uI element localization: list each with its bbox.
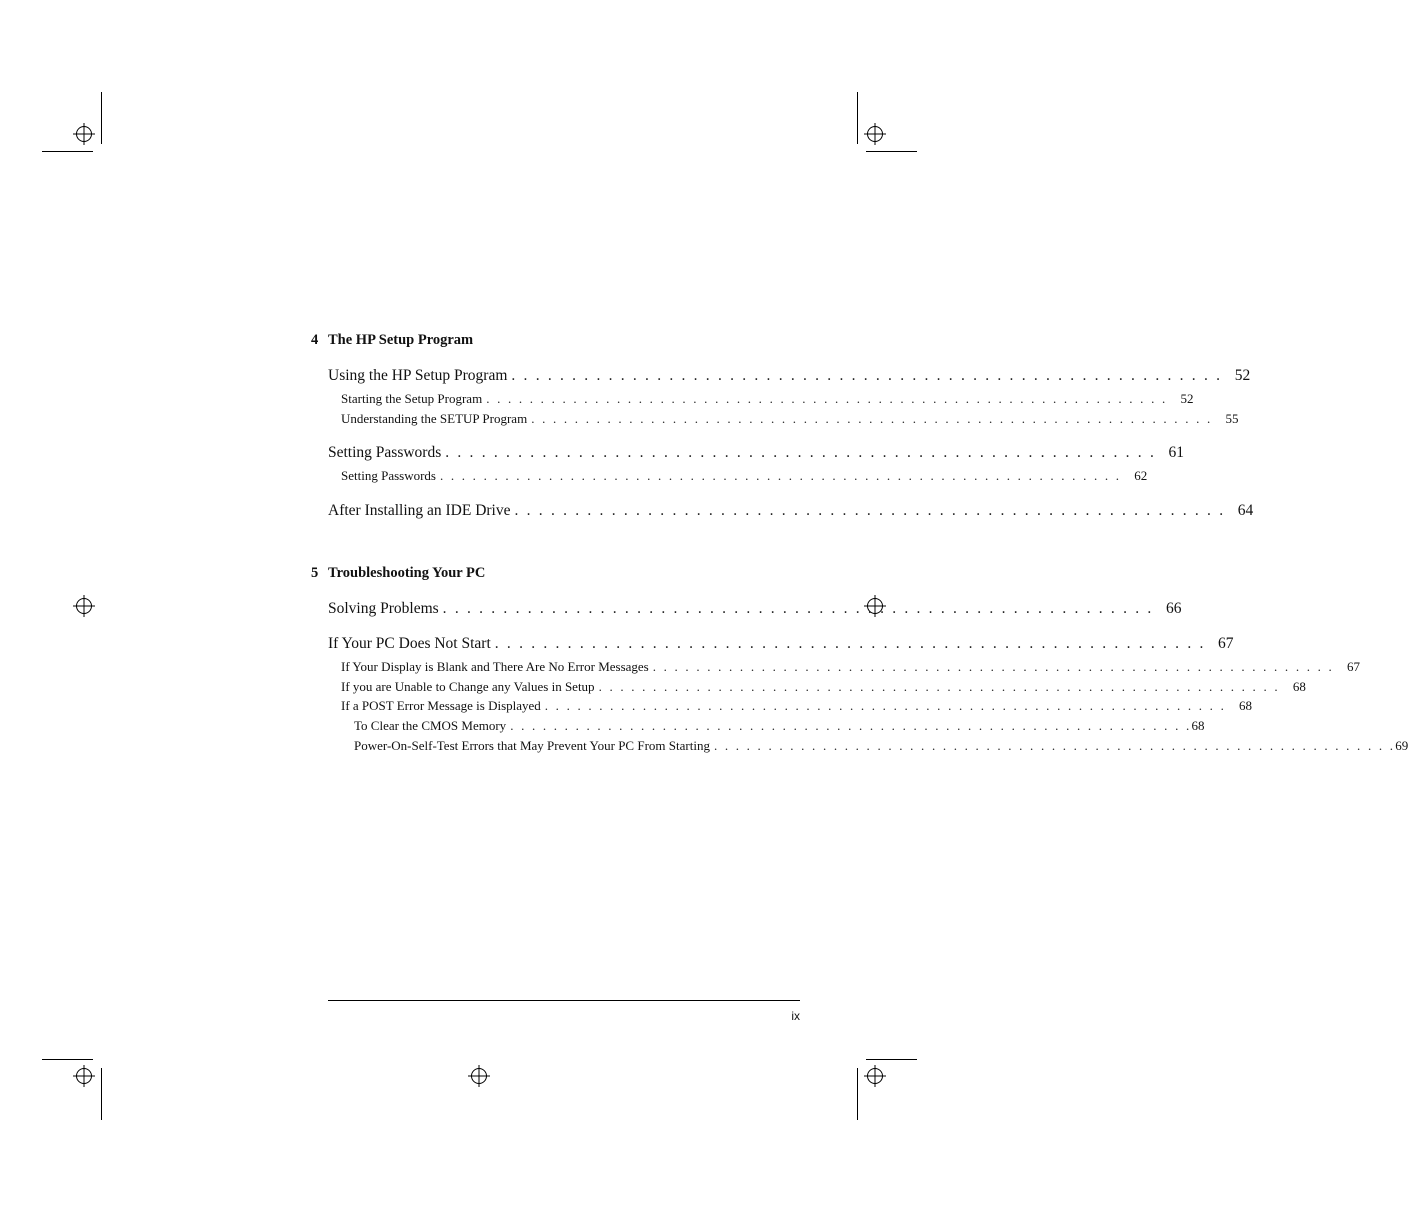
crop-mark [42,1059,93,1060]
toc-entry-unable-change-values[interactable] [341,679,1306,695]
toc-entry-label: Setting Passwords [328,444,442,461]
crop-mark [101,1068,102,1120]
toc-entry-page: 52 [1180,391,1194,406]
dot-leader: . . . . . . . . . . . . . . . . . . . . . . . . . . . . . . . . . . . . . . . . . . . . . . . . . . . . . . . . . . . [445,444,1157,461]
dot-leader: . . . . . . . . . . . . . . . . . . . . . . . . . . . . . . . . . . . . . . . . . . . . . . . . . . . . . . . . . . . [511,367,1223,384]
toc-entry-label: Using the HP Setup Program [328,367,508,384]
toc-entry-pc-does-not-start[interactable] [328,635,1234,653]
registration-target-icon [73,595,95,617]
registration-target-icon [468,1065,490,1087]
crop-mark [42,151,93,152]
toc-entry-page: 62 [1134,468,1148,483]
registration-target-icon [73,123,95,145]
crop-mark [857,92,858,144]
toc-entry-page: 64 [1237,502,1254,519]
dot-leader: . . . . . . . . . . . . . . . . . . . . . . . . . . . . . . . . . . . . . . . . . . . . . . . . . . . . . . . . . . . . . . . [486,391,1168,406]
crop-mark [866,151,917,152]
chapter-heading [311,332,473,349]
toc-entry-label: If a POST Error Message is Displayed [341,698,541,713]
toc-entry-page: 68 [1239,698,1253,713]
dot-leader: . . . . . . . . . . . . . . . . . . . . . . . . . . . . . . . . . . . . . . . . . . . . . . . . . . . . . . . . . . . [514,502,1226,519]
toc-entry-setting-passwords[interactable] [328,444,1185,462]
toc-entry-post-error-message[interactable] [341,698,1253,714]
dot-leader: . . . . . . . . . . . . . . . . . . . . . . . . . . . . . . . . . . . . . . . . . . . . . . . . . . . . . . . . . . . . . . . [439,468,1122,483]
toc-entry-after-ide-drive[interactable] [328,502,1254,520]
toc-entry-using-setup[interactable] [328,367,1251,385]
dot-leader: . . . . . . . . . . . . . . . . . . . . . . . . . . . . . . . . . . . . . . . . . . . . . . . . . . . . . . . . . . . . . . . [510,718,1192,733]
dot-leader: . . . . . . . . . . . . . . . . . . . . . . . . . . . . . . . . . . . . . . . . . . . . . . . . . . . . . . . . . . . . . . . [713,738,1396,753]
toc-entry-page: 68 [1292,679,1306,694]
toc-entry-label: If Your Display is Blank and There Are No Error Messages [341,659,649,674]
toc-entry-solving-problems[interactable] [328,600,1182,618]
toc-entry-starting-setup[interactable] [341,391,1194,407]
toc-entry-page: 68 [1191,718,1205,733]
toc-entry-page: 67 [1346,659,1360,674]
toc-entry-label: Solving Problems [328,600,439,617]
toc-entry-label: Understanding the SETUP Program [341,411,528,426]
toc-entry-page: 61 [1168,444,1185,461]
toc-entry-page: 69 [1395,738,1408,753]
registration-target-icon [73,1065,95,1087]
toc-entry-page: 67 [1218,635,1234,652]
dot-leader: . . . . . . . . . . . . . . . . . . . . . . . . . . . . . . . . . . . . . . . . . . . . . . . . . . . . . . . . . . . . . . . [598,679,1280,694]
crop-mark [866,1059,917,1060]
toc-entry-label: To Clear the CMOS Memory [354,718,507,733]
toc-entry-understanding-setup[interactable] [341,411,1239,427]
toc-entry-label: Setting Passwords [341,468,436,483]
toc-entry-label: Starting the Setup Program [341,391,483,406]
chapter-heading [311,565,485,582]
toc-entry-display-blank[interactable] [341,659,1360,675]
crop-mark [101,92,102,144]
toc-entry-post-errors-prevent-start[interactable] [354,738,1408,754]
toc-entry-clear-cmos[interactable] [354,718,1205,734]
crop-mark [857,1068,858,1120]
toc-entry-label: If Your PC Does Not Start [328,635,491,652]
page-folio: ix [791,1009,800,1023]
chapter-number: 5 [311,565,319,581]
toc-entry-page: 55 [1225,411,1239,426]
chapter-number: 4 [311,332,319,348]
dot-leader: . . . . . . . . . . . . . . . . . . . . . . . . . . . . . . . . . . . . . . . . . . . . . . . . . . . . . . . . . . . . . . . [531,411,1213,426]
toc-entry-setting-passwords-sub[interactable] [341,468,1148,484]
toc-entry-label: After Installing an IDE Drive [328,502,511,519]
footer-rule [328,1000,800,1001]
chapter-title: The HP Setup Program [328,332,474,348]
dot-leader: . . . . . . . . . . . . . . . . . . . . . . . . . . . . . . . . . . . . . . . . . . . . . . . . . . . . . . . . . . . [442,600,1154,617]
dot-leader: . . . . . . . . . . . . . . . . . . . . . . . . . . . . . . . . . . . . . . . . . . . . . . . . . . . . . . . . . . . . . . . [544,698,1227,713]
registration-target-icon [864,1065,886,1087]
chapter-title: Troubleshooting Your PC [328,565,486,581]
dot-leader: . . . . . . . . . . . . . . . . . . . . . . . . . . . . . . . . . . . . . . . . . . . . . . . . . . . . . . . . . . . . . . . [652,659,1334,674]
toc-entry-label: Power-On-Self-Test Errors that May Prevent Your PC From Starting [354,738,710,753]
dot-leader: . . . . . . . . . . . . . . . . . . . . . . . . . . . . . . . . . . . . . . . . . . . . . . . . . . . . . . . . . . . [494,635,1206,652]
toc-entry-page: 66 [1165,600,1182,617]
toc-entry-label: If you are Unable to Change any Values in Setup [341,679,595,694]
toc-entry-page: 52 [1234,367,1251,384]
registration-target-icon [864,123,886,145]
